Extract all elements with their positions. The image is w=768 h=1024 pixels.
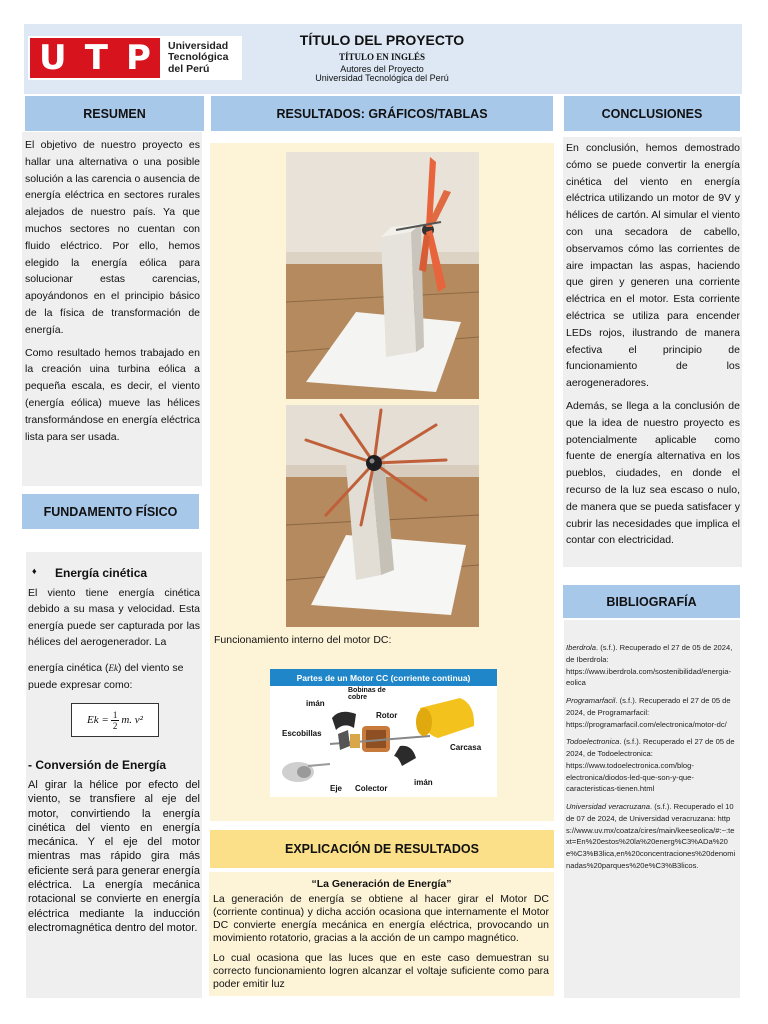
bib-author: Iberdrola — [566, 643, 596, 652]
conclusiones-text — [566, 140, 740, 549]
turbine-photo-front — [286, 152, 479, 399]
project-authors: Autores del Proyecto — [340, 64, 424, 74]
bib-entry-veracruzana — [566, 801, 736, 872]
resumen-heading: RESUMEN — [25, 96, 204, 131]
motor-caption: Funcionamiento interno del motor DC: — [214, 634, 392, 646]
project-university: Universidad Tecnológica del Perú — [315, 73, 449, 83]
energia-cinetica-lead: energía cinética ( — [28, 662, 109, 674]
bib-author: Programarfacil — [566, 696, 616, 706]
fundamento-heading: FUNDAMENTO FÍSICO — [22, 494, 199, 529]
energia-cinetica-text-2 — [28, 660, 200, 694]
label-escobillas: Escobillas — [282, 729, 322, 738]
explicacion-paragraph-2: Lo cual ocasiona que las luces que en este caso demuestran su correcto funcionamiento logren alcanzar el voltaje suficiente como para poder emitir luz — [213, 951, 549, 990]
bib-entry-todoelectronica — [566, 736, 736, 795]
energia-cinetica-tail: ) del viento se puede expresar como: — [28, 662, 184, 691]
resumen-text — [25, 137, 200, 445]
resumen-paragraph-2: Como resultado hemos trabajado en la creación uina turbina eólica a pequeña escala, es decir, el viento (energía eólica) mueve las hélices transformándose en energía eléctrica lista para ser usada. — [25, 346, 200, 443]
bibliografia-list — [566, 642, 736, 878]
poster-header — [24, 24, 742, 94]
kinetic-energy-formula — [71, 703, 159, 737]
motor-diagram — [270, 669, 497, 797]
logo-line-2: Tecnológica — [168, 51, 229, 64]
utp-logo — [28, 36, 242, 80]
label-rotor: Rotor — [376, 711, 398, 720]
resumen-paragraph-1: El objetivo de nuestro proyecto es hallar una alternativa o una posible solución a las carencia o ausencia de energía eléctrica en sectores rurales alejados de nuestro país. Ya que muchos sectores no cuentan con fluido eléctrico. Por ello, hemos elegido la energía eólica para solucionar estas carencias, apoyándonos en el principio básico de la física de transformación de energía. — [25, 139, 200, 336]
conversion-text: Al girar la hélice por efecto del viento, se transfiere al eje del motor, convirtiendo la energía cinética del viento en energía mecánica. Y el eje del motor mientras mas rápido gira más eficiente será para generar energía eléctrica. La energía mecánica rotacional se convierte en energía eléctrica mediante la inducción electromagnética dentro del motor. — [28, 779, 200, 934]
logo-line-3: del Perú — [168, 62, 210, 75]
logo-text — [168, 41, 228, 76]
bib-text: . (s.f.). Recuperado el 27 de 05 de 2024, de Todoelectronica: https://www.todoelectronica.com/blog-electronica/diodos-led-que-son-y-que-caracteristicas-tienen.html — [566, 737, 735, 794]
motor-parts-illustration — [270, 686, 497, 797]
fundamento-panel — [26, 552, 202, 998]
bullet-diamond-icon: ♦ — [32, 566, 37, 576]
turbine-side-illustration — [286, 405, 479, 627]
explicacion-quote: “La Generación de Energía” — [311, 878, 452, 890]
project-subtitle: TÍTULO EN INGLÉS — [338, 52, 426, 62]
formula-fraction — [111, 710, 120, 731]
label-colector: Colector — [355, 784, 388, 793]
logo-line-1: Universidad — [168, 39, 229, 52]
bib-text: . (s.f.). Recuperado el 27 de 05 de 2024, de Programarfacil: https://programarfacil.com/electronica/motor-dc/ — [566, 696, 731, 729]
formula-lhs: Ek = — [87, 714, 109, 726]
motor-diagram-title: Partes de un Motor CC (corriente continua) — [270, 669, 497, 686]
energia-cinetica-title: Energía cinética — [55, 566, 148, 580]
bib-entry-programarfacil — [566, 695, 736, 730]
conclusiones-paragraph-1: En conclusión, hemos demostrado cómo se puede convertir la energía cinética del viento en energía eléctrica utilizando un motor de 9V y hélices de cartón. Al simular el viento con una secadora de cabello, observamos cómo las corrientes de aire impactan las aspas, haciendo que giren y generen una corriente eléctrica en el motor. Esta corriente eléctrica se utiliza para encender LEDs rojos, ilustrando de manera efectiva el principio de funcionamiento de los aerogeneradores. — [566, 142, 740, 390]
explicacion-heading: EXPLICACIÓN DE RESULTADOS — [210, 830, 554, 868]
bibliografia-panel — [564, 620, 740, 998]
bib-text: . (s.f.). Recuperado el 27 de 05 de 2024, de Iberdrola: https://www.iberdrola.com/sostenibilidad/energia-eolica — [566, 643, 733, 688]
conversion-title: - Conversión de Energía — [28, 758, 167, 772]
label-bobinas: Bobinas de cobre — [348, 687, 386, 701]
turbine-front-illustration — [286, 152, 479, 399]
energia-cinetica-text: El viento tiene energía cinética debido a su masa y velocidad. Esta energía puede ser capturada por las hélices del aerogenerador. La — [28, 587, 200, 648]
kinetic-energy-symbol: Ek — [108, 663, 119, 673]
resumen-panel — [22, 132, 202, 486]
logo-letter-p: P — [126, 38, 151, 78]
bibliografia-heading: BIBLIOGRAFÍA — [563, 585, 740, 618]
bib-author: Universidad veracruzana — [566, 802, 650, 812]
label-carcasa: Carcasa — [450, 743, 482, 752]
project-title: TÍTULO DEL PROYECTO — [299, 32, 465, 48]
turbine-photo-side — [286, 405, 479, 627]
logo-letter-t: T — [84, 38, 108, 78]
explicacion-text — [213, 893, 549, 991]
label-eje: Eje — [330, 784, 343, 793]
resultados-heading: RESULTADOS: GRÁFICOS/TABLAS — [211, 96, 553, 131]
label-iman-bottom: imán — [414, 778, 433, 787]
bib-author: Todoelectronica — [566, 737, 620, 747]
formula-rhs: m. v² — [121, 714, 143, 726]
bib-entry-iberdrola — [566, 642, 736, 689]
conclusiones-heading: CONCLUSIONES — [564, 96, 740, 131]
conclusiones-panel — [563, 137, 742, 567]
formula-denominator: 2 — [112, 720, 118, 731]
formula-numerator: 1 — [112, 709, 118, 720]
bib-text: . (s.f.). Recuperado el 10 de 07 de 2024, de Universidad veracruzana: https://www.uv.mx/coatza/cires/main/keeseolica/#:~:text=En%20estos%20la%20energ%C3%ADa%20e%C3%B3lica,en%20concentraciones%20denominadas%20parques%20e%C3%B3licos. — [566, 802, 736, 871]
utp-logo-mark — [30, 38, 160, 78]
explicacion-panel — [209, 872, 554, 996]
explicacion-paragraph-1: La generación de energía se obtiene al hacer girar el Motor DC (corriente continua) y dicha acción ocasiona que internamente el Motor DC convierte energía mecánica en energía eléctrica, provocando un movimiento rotatorio, gracias a la acción de un campo magnético. — [213, 893, 549, 945]
conclusiones-paragraph-2: Además, se llega a la conclusión de que la idea de nuestro proyecto es potencialmente aplicable como fuente de energía alternativa en los pueblos, ciudades, en donde el recurso de la luz sea escaso o nulo, de manera que se pueda satisfacer y cubrir las necesidades que implica el contar con electricidad. — [566, 399, 740, 547]
logo-letter-u: U — [39, 38, 67, 78]
label-iman-top: imán — [306, 699, 325, 708]
